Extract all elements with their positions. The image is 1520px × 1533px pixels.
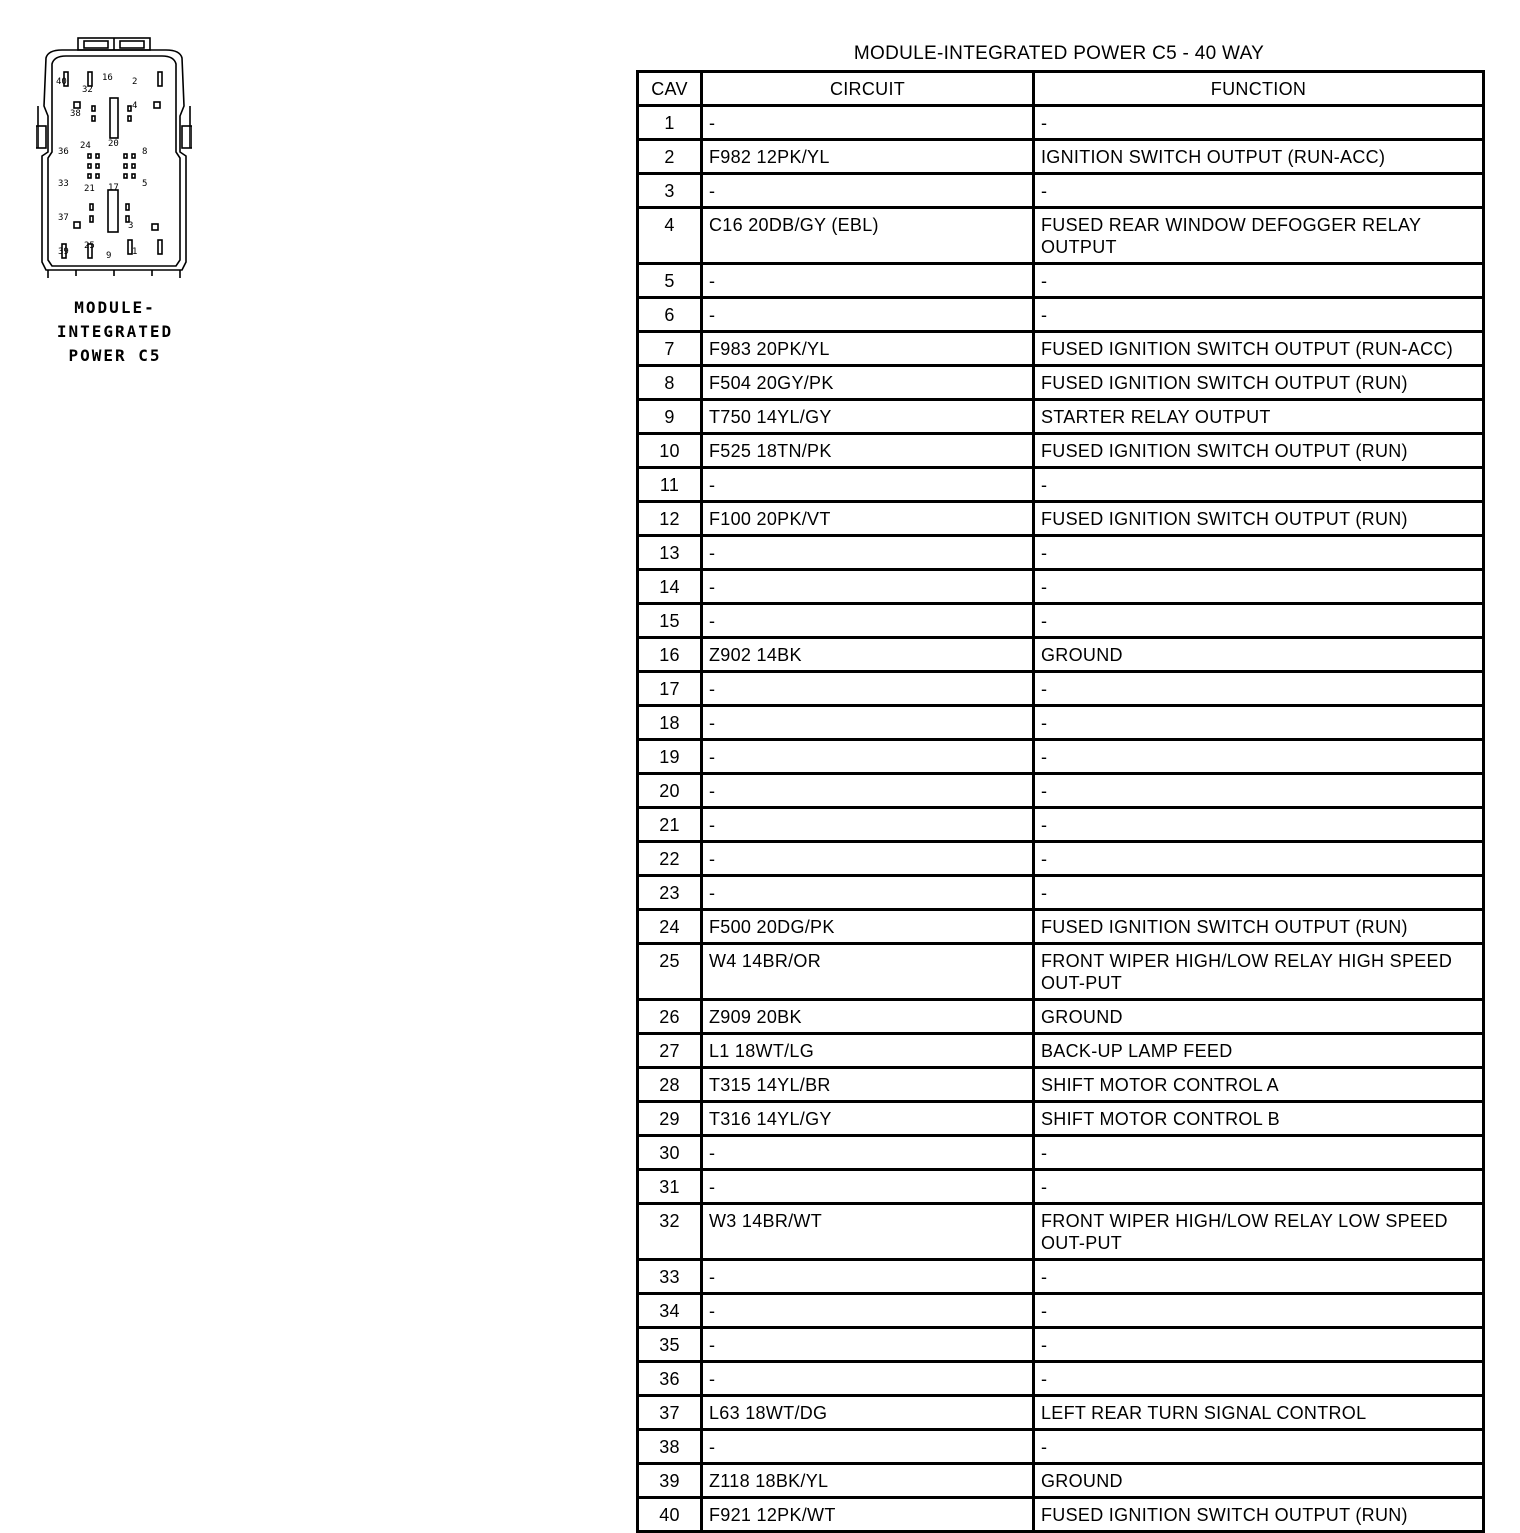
table-row (638, 434, 1484, 468)
cav-cell: 19 (638, 740, 702, 774)
circuit-cell: - (702, 298, 1034, 332)
cav-cell: 15 (638, 604, 702, 638)
table-row (638, 740, 1484, 774)
cav-cell: 26 (638, 1000, 702, 1034)
table-row (638, 1260, 1484, 1294)
pin-label: 2 (132, 77, 138, 87)
cav-cell: 30 (638, 1136, 702, 1170)
circuit-cell: F983 20PK/YL (702, 332, 1034, 366)
table-header-row (638, 72, 1484, 106)
function-cell: - (1034, 604, 1484, 638)
circuit-cell: L1 18WT/LG (702, 1034, 1034, 1068)
function-cell: - (1034, 774, 1484, 808)
table-row (638, 536, 1484, 570)
table-row (638, 604, 1484, 638)
cav-cell: 29 (638, 1102, 702, 1136)
function-cell: - (1034, 298, 1484, 332)
table-row (638, 706, 1484, 740)
pin-label: 32 (82, 85, 93, 95)
table-row (638, 672, 1484, 706)
pin-label: 9 (106, 251, 112, 261)
cav-cell: 7 (638, 332, 702, 366)
circuit-cell: T315 14YL/BR (702, 1068, 1034, 1102)
pin-label: 5 (142, 179, 148, 189)
function-cell: - (1034, 740, 1484, 774)
pin-label: 25 (84, 241, 95, 251)
function-cell: - (1034, 536, 1484, 570)
cav-cell: 40 (638, 1498, 702, 1532)
header-cav: CAV (638, 72, 702, 106)
function-cell: - (1034, 1430, 1484, 1464)
circuit-cell: - (702, 1294, 1034, 1328)
cav-cell: 23 (638, 876, 702, 910)
cav-cell: 20 (638, 774, 702, 808)
circuit-cell: F504 20GY/PK (702, 366, 1034, 400)
pinout-table-wrapper (636, 70, 1482, 1533)
header-function: FUNCTION (1034, 72, 1484, 106)
header-circuit: CIRCUIT (702, 72, 1034, 106)
table-row (638, 570, 1484, 604)
table-row (638, 1136, 1484, 1170)
cav-cell: 16 (638, 638, 702, 672)
function-cell: - (1034, 570, 1484, 604)
function-cell: FUSED IGNITION SWITCH OUTPUT (RUN) (1034, 366, 1484, 400)
table-row (638, 1430, 1484, 1464)
circuit-cell: F982 12PK/YL (702, 140, 1034, 174)
pin-label: 36 (58, 147, 69, 157)
function-cell: GROUND (1034, 638, 1484, 672)
pin-label: 40 (56, 77, 67, 87)
circuit-cell: F921 12PK/WT (702, 1498, 1034, 1532)
pin-label: 8 (142, 147, 148, 157)
pin-label: 1 (132, 247, 138, 257)
function-cell: GROUND (1034, 1000, 1484, 1034)
function-cell: FUSED IGNITION SWITCH OUTPUT (RUN) (1034, 502, 1484, 536)
cav-cell: 2 (638, 140, 702, 174)
function-cell: FUSED IGNITION SWITCH OUTPUT (RUN-ACC) (1034, 332, 1484, 366)
table-row (638, 1396, 1484, 1430)
function-cell: FUSED IGNITION SWITCH OUTPUT (RUN) (1034, 434, 1484, 468)
pin-label: 37 (58, 213, 69, 223)
connector-pin-labels (56, 73, 147, 261)
cav-cell: 6 (638, 298, 702, 332)
table-row (638, 1102, 1484, 1136)
circuit-cell: - (702, 706, 1034, 740)
function-cell: - (1034, 876, 1484, 910)
pin-label: 17 (108, 183, 119, 193)
pin-label: 4 (132, 101, 138, 111)
function-cell: - (1034, 1260, 1484, 1294)
cav-cell: 5 (638, 264, 702, 298)
cav-cell: 14 (638, 570, 702, 604)
function-cell: - (1034, 174, 1484, 208)
pin-label: 24 (80, 141, 91, 151)
connector-label: MODULE- INTEGRATED POWER C5 (56, 298, 174, 365)
table-row (638, 298, 1484, 332)
cav-cell: 33 (638, 1260, 702, 1294)
table-row (638, 208, 1484, 264)
function-cell: - (1034, 106, 1484, 140)
circuit-cell: Z118 18BK/YL (702, 1464, 1034, 1498)
circuit-cell: - (702, 174, 1034, 208)
cav-cell: 13 (638, 536, 702, 570)
cav-cell: 11 (638, 468, 702, 502)
table-row (638, 1498, 1484, 1532)
table-row (638, 1068, 1484, 1102)
table-row (638, 842, 1484, 876)
circuit-cell: - (702, 468, 1034, 502)
table-row (638, 1000, 1484, 1034)
pinout-table (636, 70, 1485, 1533)
table-row (638, 502, 1484, 536)
table-row (638, 1294, 1484, 1328)
cav-cell: 37 (638, 1396, 702, 1430)
table-title: MODULE-INTEGRATED POWER C5 - 40 WAY (853, 43, 1265, 64)
function-cell: BACK-UP LAMP FEED (1034, 1034, 1484, 1068)
cav-cell: 32 (638, 1204, 702, 1260)
pin-label: 3 (128, 221, 134, 231)
cav-cell: 3 (638, 174, 702, 208)
circuit-cell: - (702, 1260, 1034, 1294)
cav-cell: 25 (638, 944, 702, 1000)
table-row (638, 1362, 1484, 1396)
table-row (638, 808, 1484, 842)
table-row (638, 400, 1484, 434)
cav-cell: 28 (638, 1068, 702, 1102)
table-row (638, 774, 1484, 808)
table-row (638, 174, 1484, 208)
function-cell: - (1034, 808, 1484, 842)
function-cell: - (1034, 1136, 1484, 1170)
circuit-cell: T316 14YL/GY (702, 1102, 1034, 1136)
function-cell: FRONT WIPER HIGH/LOW RELAY HIGH SPEED OUT-PUT (1034, 944, 1484, 1000)
circuit-cell: - (702, 774, 1034, 808)
function-cell: - (1034, 1362, 1484, 1396)
circuit-cell: - (702, 740, 1034, 774)
circuit-cell: - (702, 604, 1034, 638)
cav-cell: 34 (638, 1294, 702, 1328)
pin-label: 33 (58, 179, 69, 189)
circuit-cell: T750 14YL/GY (702, 400, 1034, 434)
table-row (638, 1170, 1484, 1204)
table-row (638, 944, 1484, 1000)
function-cell: FUSED IGNITION SWITCH OUTPUT (RUN) (1034, 910, 1484, 944)
cav-cell: 39 (638, 1464, 702, 1498)
cav-cell: 18 (638, 706, 702, 740)
function-cell: - (1034, 1328, 1484, 1362)
cav-cell: 12 (638, 502, 702, 536)
circuit-cell: Z909 20BK (702, 1000, 1034, 1034)
circuit-cell: - (702, 1430, 1034, 1464)
table-row (638, 876, 1484, 910)
function-cell: - (1034, 842, 1484, 876)
table-row (638, 106, 1484, 140)
pinout-table-body (638, 106, 1484, 1532)
circuit-cell: L63 18WT/DG (702, 1396, 1034, 1430)
function-cell: FRONT WIPER HIGH/LOW RELAY LOW SPEED OUT-PUT (1034, 1204, 1484, 1260)
function-cell: - (1034, 264, 1484, 298)
circuit-cell: - (702, 106, 1034, 140)
circuit-cell: F525 18TN/PK (702, 434, 1034, 468)
circuit-cell: - (702, 1328, 1034, 1362)
connector-housing (36, 38, 192, 278)
circuit-cell: - (702, 1136, 1034, 1170)
circuit-cell: W3 14BR/WT (702, 1204, 1034, 1260)
table-row (638, 1328, 1484, 1362)
cav-cell: 36 (638, 1362, 702, 1396)
table-row (638, 910, 1484, 944)
circuit-cell: Z902 14BK (702, 638, 1034, 672)
circuit-cell: C16 20DB/GY (EBL) (702, 208, 1034, 264)
table-row (638, 468, 1484, 502)
cav-cell: 31 (638, 1170, 702, 1204)
cav-cell: 8 (638, 366, 702, 400)
function-cell: SHIFT MOTOR CONTROL A (1034, 1068, 1484, 1102)
circuit-cell: - (702, 842, 1034, 876)
function-cell: FUSED IGNITION SWITCH OUTPUT (RUN) (1034, 1498, 1484, 1532)
function-cell: STARTER RELAY OUTPUT (1034, 400, 1484, 434)
table-row (638, 638, 1484, 672)
function-cell: - (1034, 706, 1484, 740)
table-row (638, 332, 1484, 366)
function-cell: LEFT REAR TURN SIGNAL CONTROL (1034, 1396, 1484, 1430)
function-cell: - (1034, 1170, 1484, 1204)
table-row (638, 1034, 1484, 1068)
table-row (638, 264, 1484, 298)
circuit-cell: - (702, 1170, 1034, 1204)
function-cell: - (1034, 468, 1484, 502)
circuit-cell: F100 20PK/VT (702, 502, 1034, 536)
connector-diagram (36, 36, 192, 280)
cav-cell: 27 (638, 1034, 702, 1068)
function-cell: GROUND (1034, 1464, 1484, 1498)
table-row (638, 140, 1484, 174)
cav-cell: 24 (638, 910, 702, 944)
cav-cell: 9 (638, 400, 702, 434)
pin-label: 16 (102, 73, 113, 83)
cav-cell: 38 (638, 1430, 702, 1464)
cav-cell: 4 (638, 208, 702, 264)
pin-label: 38 (70, 109, 81, 119)
circuit-cell: - (702, 1362, 1034, 1396)
table-row (638, 366, 1484, 400)
table-row (638, 1464, 1484, 1498)
circuit-cell: F500 20DG/PK (702, 910, 1034, 944)
function-cell: FUSED REAR WINDOW DEFOGGER RELAY OUTPUT (1034, 208, 1484, 264)
function-cell: IGNITION SWITCH OUTPUT (RUN-ACC) (1034, 140, 1484, 174)
circuit-cell: - (702, 876, 1034, 910)
table-row (638, 1204, 1484, 1260)
function-cell: - (1034, 1294, 1484, 1328)
circuit-cell: - (702, 672, 1034, 706)
cav-cell: 17 (638, 672, 702, 706)
function-cell: SHIFT MOTOR CONTROL B (1034, 1102, 1484, 1136)
circuit-cell: - (702, 264, 1034, 298)
circuit-cell: W4 14BR/OR (702, 944, 1034, 1000)
circuit-cell: - (702, 570, 1034, 604)
cav-cell: 35 (638, 1328, 702, 1362)
pin-label: 20 (108, 139, 119, 149)
pin-label: 39 (58, 247, 69, 257)
pin-label: 21 (84, 184, 95, 194)
function-cell: - (1034, 672, 1484, 706)
cav-cell: 21 (638, 808, 702, 842)
circuit-cell: - (702, 808, 1034, 842)
circuit-cell: - (702, 536, 1034, 570)
cav-cell: 10 (638, 434, 702, 468)
cav-cell: 1 (638, 106, 702, 140)
cav-cell: 22 (638, 842, 702, 876)
